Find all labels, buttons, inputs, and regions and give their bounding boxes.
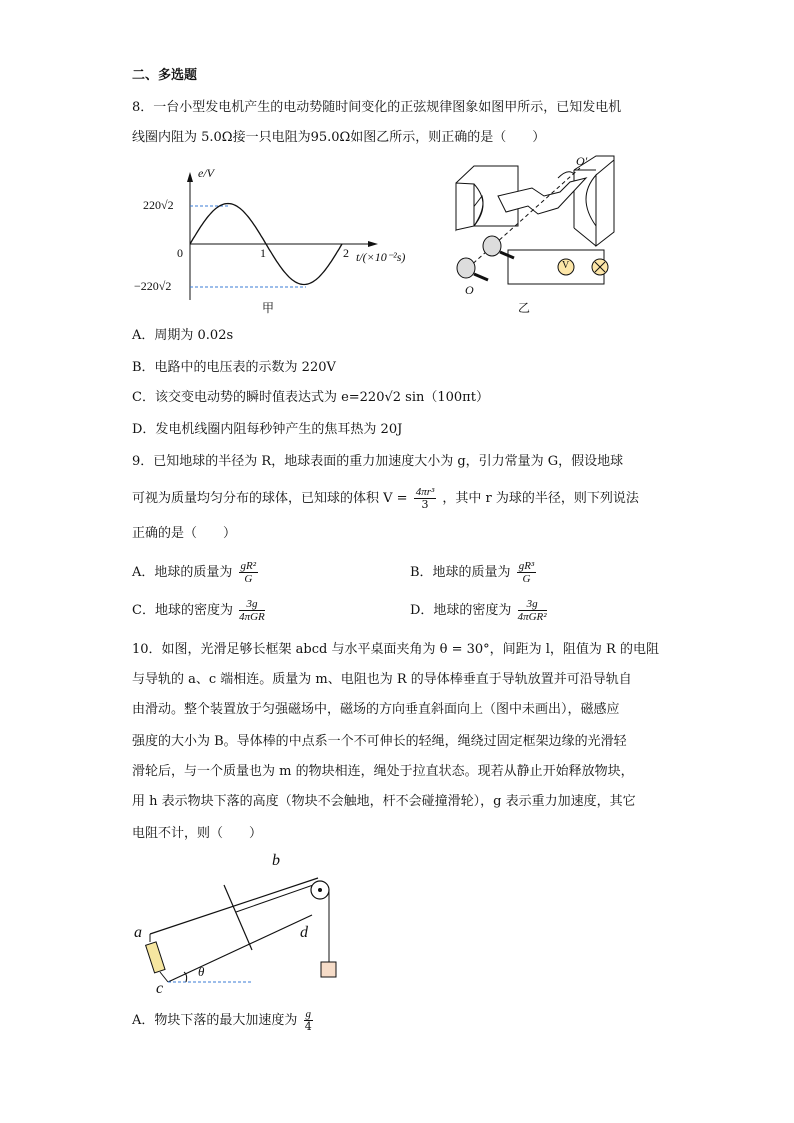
- q9-option-a-num: gR²: [240, 560, 257, 572]
- q8-option-c[interactable]: C．该交变电动势的瞬时值表达式为 e=220√2 sin（100πt）: [132, 390, 489, 405]
- x-axis-label: t/(×10⁻²s): [356, 250, 406, 264]
- q8-option-b[interactable]: B．电路中的电压表的示数为 220V: [132, 360, 336, 375]
- q10-stem-line5: 滑轮后，与一个质量也为 m 的物块相连，绳处于拉直状态。现若从静止开始释放物块，: [132, 764, 634, 779]
- q10-option-a-frac: [304, 1008, 314, 1033]
- resistor: [146, 942, 165, 973]
- q8-option-a[interactable]: A．周期为 0.02s: [132, 328, 234, 343]
- x-tick-2: 2: [343, 246, 349, 260]
- origin-label: 0: [177, 246, 183, 260]
- rail-ab: [150, 878, 318, 934]
- q10-stem-line3: 由滑动。整个装置放于匀强磁场中，磁场的方向垂直斜面向上（图中未画出），磁感应: [132, 702, 620, 717]
- q10-stem-line7: 电阻不计，则（ ）: [132, 826, 263, 841]
- q10-stem-line1: 10．如图，光滑足够长框架 abcd 与水平桌面夹角为 θ = 30°，间距为 l，阻值为 R 的电阻: [132, 642, 659, 657]
- label-c: c: [156, 980, 164, 997]
- q10-stem-line4: 强度的大小为 B。导体棒的中点系一个不可伸长的轻绳，绳绕过固定框架边缘的光滑轻: [132, 734, 627, 749]
- q9-option-a-prefix: A．地球的质量为: [132, 565, 233, 580]
- figure2-caption: 乙: [518, 301, 531, 315]
- q9-option-d-den: 4πGR²: [517, 611, 547, 623]
- y-axis-label: e/V: [198, 166, 214, 180]
- q9-option-c-prefix: C．地球的密度为: [132, 603, 233, 618]
- y-trough-label: −220√2: [134, 279, 172, 293]
- q10-option-a-num: g: [305, 1008, 312, 1020]
- q8-option-d[interactable]: D．发电机线圈内阻每秒钟产生的焦耳热为 20J: [132, 422, 403, 437]
- label-theta: θ: [198, 964, 205, 979]
- axis-label-o-prime: O′: [576, 154, 588, 168]
- q8-stem-line2: 线圈内阻为 5.0Ω接一只电阻为95.0Ω如图乙所示，则正确的是（ ）: [132, 130, 546, 145]
- q10-option-a-prefix: A．物块下落的最大加速度为: [132, 1013, 298, 1028]
- q9-option-c-num: 3g: [239, 598, 265, 611]
- rope: [236, 884, 316, 912]
- axis-label-o: O: [465, 283, 474, 297]
- conductor-rod: [224, 885, 252, 950]
- volume-num: 4πr³: [415, 486, 435, 498]
- voltmeter-label: V: [562, 260, 570, 271]
- q9-stem-line1: 9．已知地球的半径为 R，地球表面的重力加速度大小为 g，引力常量为 G，假设地球: [132, 454, 624, 469]
- q9-option-b-num: gR³: [518, 560, 535, 572]
- q9-option-b-den: G: [522, 573, 531, 585]
- q9-option-d-num: 3g: [518, 598, 547, 611]
- q8-stem-line1: 8．一台小型发电机产生的电动势随时间变化的正弦规律图象如图甲所示，已知发电机: [132, 100, 622, 115]
- q9-stem-line3: 正确的是（ ）: [132, 526, 237, 541]
- label-d: d: [300, 924, 308, 941]
- x-tick-1: 1: [260, 246, 266, 260]
- label-a: a: [134, 924, 142, 941]
- graph-caption: 甲: [262, 301, 275, 315]
- q9-line2-a: 可视为质量均匀分布的球体，已知球的体积 V =: [132, 491, 408, 506]
- q9-option-a-den: G: [244, 573, 253, 585]
- q10-option-a-den: 4: [304, 1020, 312, 1033]
- q10-option-a[interactable]: [132, 1008, 315, 1033]
- hanging-block: [321, 962, 336, 977]
- q9-line2-b: ，其中 r 为球的半径，则下列说法: [442, 491, 639, 506]
- section-heading: 二、多选题: [132, 68, 198, 83]
- q9-option-c-den: 4πGR: [239, 611, 265, 623]
- q10-stem-line2: 与导轨的 a、c 端相连。质量为 m、电阻也为 R 的导体棒垂直于导轨放置并可沿导轨自: [132, 672, 632, 687]
- q10-stem-line6: 用 h 表示物块下落的高度（物块不会触地，杆不会碰撞滑轮），g 表示重力加速度，其它: [132, 794, 636, 809]
- q9-option-d-prefix: D．地球的密度为: [410, 603, 512, 618]
- volume-den: 3: [421, 498, 429, 511]
- q9-option-b-prefix: B．地球的质量为: [410, 565, 511, 580]
- y-peak-label: 220√2: [143, 198, 174, 212]
- rail-cd: [168, 915, 312, 982]
- label-b: b: [272, 852, 280, 869]
